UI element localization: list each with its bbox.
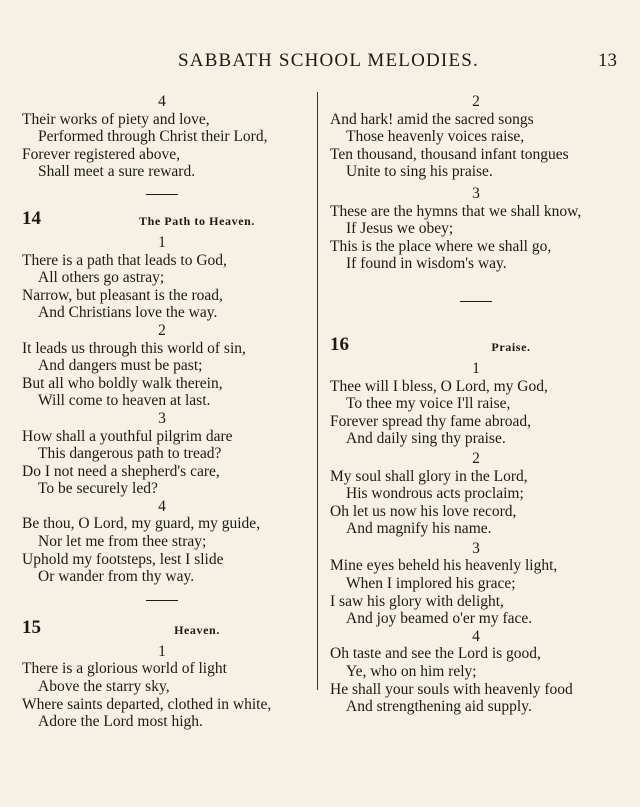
- stanza: [22, 498, 302, 586]
- hymn-heading: [330, 333, 622, 360]
- left-column: [22, 93, 302, 731]
- hymn-title: Heaven.: [174, 622, 220, 637]
- verse-line: Their works of piety and love,: [22, 110, 210, 128]
- stanza-number: 1: [472, 359, 480, 377]
- verse-line: My soul shall glory in the Lord,: [330, 467, 528, 485]
- running-title: SABBATH SCHOOL MELODIES.: [178, 50, 479, 71]
- verse-line: Thee will I bless, O Lord, my God,: [330, 377, 548, 395]
- stanza-number: 4: [472, 627, 480, 645]
- hymn-title: Praise.: [491, 339, 531, 354]
- verse-line: I saw his glory with delight,: [330, 592, 504, 610]
- stanza: [330, 360, 622, 448]
- stanza-number: 1: [158, 642, 166, 660]
- verse-line: How shall a youthful pilgrim dare: [22, 427, 233, 445]
- verse-line: Forever spread thy fame abroad,: [330, 412, 531, 430]
- verse-line: His wondrous acts proclaim;: [346, 485, 524, 503]
- stanza: [330, 185, 622, 273]
- verse-line: And Christians love the way.: [38, 304, 218, 322]
- hymn-14: [22, 207, 302, 586]
- verse-line: Forever registered above,: [22, 145, 180, 163]
- page-number: 13: [598, 50, 617, 71]
- verse-line: Oh let us now his love record,: [330, 502, 517, 520]
- verse-line: Be thou, O Lord, my guard, my guide,: [22, 515, 261, 533]
- stanza: [330, 93, 622, 181]
- verse-line: And strengthening aid supply.: [346, 698, 532, 716]
- hymn-16: [330, 333, 622, 716]
- verse-line: All others go astray;: [38, 269, 165, 287]
- verse-line: Where saints departed, clothed in white,: [22, 695, 272, 713]
- verse-line: Nor let me from thee stray;: [38, 533, 207, 551]
- hymn-title: The Path to Heaven.: [138, 213, 256, 228]
- verse-line: These are the hymns that we shall know,: [330, 202, 582, 220]
- verse-line: Do I not need a shepherd's care,: [22, 462, 220, 480]
- verse-line: Uphold my footsteps, lest I slide: [22, 550, 224, 568]
- verse-line: Will come to heaven at last.: [38, 392, 211, 410]
- verse-line: This dangerous path to tread?: [38, 445, 222, 463]
- verse-line: To be securely led?: [38, 480, 158, 498]
- verse-line: And hark! amid the sacred songs: [330, 110, 534, 128]
- verse-line: Above the starry sky,: [38, 678, 170, 696]
- stanza-number: 2: [472, 449, 480, 467]
- verse-line: If found in wisdom's way.: [346, 255, 507, 273]
- verse-line: Performed through Christ their Lord,: [38, 128, 268, 146]
- section-rule: [146, 600, 178, 601]
- verse-line: Narrow, but pleasant is the road,: [22, 286, 223, 304]
- verse-line: Those heavenly voices raise,: [346, 128, 525, 146]
- stanza: [22, 93, 302, 181]
- hymn-number: 15: [22, 616, 41, 638]
- verse-line: This is the place where we shall go,: [330, 237, 552, 255]
- verse-line: Ten thousand, thousand infant tongues: [330, 145, 569, 163]
- stanza-number: 1: [158, 233, 166, 251]
- verse-line: If Jesus we obey;: [346, 220, 454, 238]
- stanza-number: 4: [158, 93, 166, 110]
- running-header: [0, 50, 640, 76]
- verse-line: And dangers must be past;: [38, 357, 203, 375]
- stanza: [22, 234, 302, 322]
- stanza-number: 2: [472, 93, 480, 110]
- verse-line: It leads us through this world of sin,: [22, 339, 246, 357]
- section-rule: [146, 194, 178, 195]
- verse-line: And magnify his name.: [346, 520, 492, 538]
- verse-line: Adore the Lord most high.: [38, 713, 203, 731]
- hymn-heading: [22, 207, 302, 234]
- section-rule: [460, 301, 492, 302]
- hymn-number: 16: [330, 333, 349, 355]
- verse-line: Or wander from thy way.: [38, 568, 195, 586]
- verse-line: And daily sing thy praise.: [346, 430, 506, 448]
- stanza: [22, 322, 302, 410]
- hymn-number: 14: [22, 207, 41, 229]
- stanza: [330, 450, 622, 538]
- verse-line: To thee my voice I'll raise,: [346, 395, 511, 413]
- stanza: [330, 540, 622, 628]
- stanza: [22, 643, 302, 731]
- stanza-number: 3: [158, 409, 166, 427]
- verse-line: There is a glorious world of light: [22, 660, 227, 678]
- stanza: [330, 628, 622, 716]
- verse-line: He shall your souls with heavenly food: [330, 680, 573, 698]
- stanza-number: 2: [158, 321, 166, 339]
- verse-line: There is a path that leads to God,: [22, 251, 227, 269]
- stanza: [22, 410, 302, 498]
- hymn-heading: [22, 616, 302, 643]
- hymn-15: [22, 616, 302, 731]
- stanza-number: 3: [472, 539, 480, 557]
- verse-line: And joy beamed o'er my face.: [346, 610, 533, 628]
- stanza-number: 4: [158, 497, 166, 515]
- stanza-number: 3: [472, 184, 480, 202]
- verse-line: Unite to sing his praise.: [346, 163, 493, 181]
- verse-line: When I implored his grace;: [346, 575, 516, 593]
- verse-line: Shall meet a sure reward.: [38, 163, 196, 181]
- right-column: [330, 93, 622, 716]
- column-divider: [317, 92, 318, 690]
- verse-line: Oh taste and see the Lord is good,: [330, 645, 541, 663]
- verse-line: Ye, who on him rely;: [346, 663, 477, 681]
- verse-line: Mine eyes beheld his heavenly light,: [330, 557, 558, 575]
- verse-line: But all who boldly walk therein,: [22, 374, 223, 392]
